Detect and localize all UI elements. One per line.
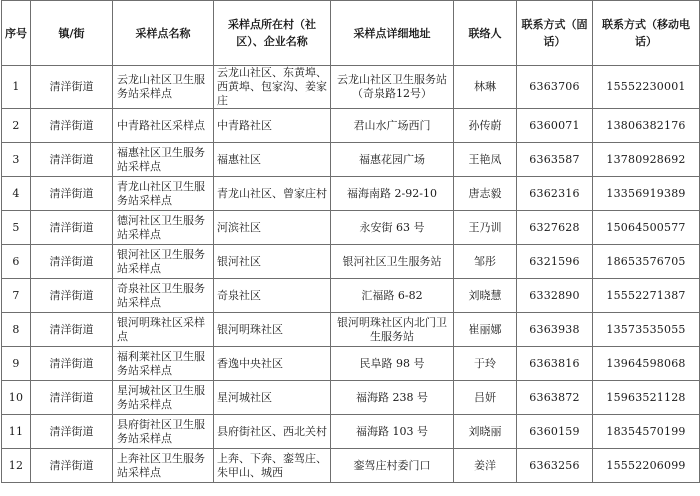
cell-address: 民阜路 98 号 bbox=[331, 347, 454, 381]
cell-seq: 10 bbox=[2, 381, 31, 415]
table-row bbox=[2, 279, 700, 313]
cell-contact: 刘晓慧 bbox=[454, 279, 517, 313]
cell-address: 银河社区卫生服务站 bbox=[331, 245, 454, 279]
cell-phone: 6363587 bbox=[517, 143, 593, 177]
cell-mobile: 15552271387 bbox=[593, 279, 700, 313]
cell-contact: 唐志毅 bbox=[454, 177, 517, 211]
cell-seq: 12 bbox=[2, 449, 31, 483]
cell-town: 清洋街道 bbox=[31, 449, 113, 483]
table-row bbox=[2, 245, 700, 279]
cell-address: 銮驾庄村委门口 bbox=[331, 449, 454, 483]
cell-phone: 6363256 bbox=[517, 449, 593, 483]
cell-village: 上奔、下奔、銮驾庄、朱甲山、城西 bbox=[214, 449, 331, 483]
table-row bbox=[2, 109, 700, 143]
cell-site-name: 云龙山社区卫生服务站采样点 bbox=[113, 66, 214, 109]
cell-village: 青龙山社区、曾家庄村 bbox=[214, 177, 331, 211]
cell-address: 福海路 238 号 bbox=[331, 381, 454, 415]
cell-town: 清洋街道 bbox=[31, 381, 113, 415]
table-row bbox=[2, 415, 700, 449]
cell-seq: 9 bbox=[2, 347, 31, 381]
cell-address: 福海南路 2-92-10 bbox=[331, 177, 454, 211]
cell-village: 县府街社区、西北关村 bbox=[214, 415, 331, 449]
header-mobile: 联系方式（移动电话） bbox=[593, 1, 700, 66]
cell-address: 福惠花园广场 bbox=[331, 143, 454, 177]
cell-contact: 王艳凤 bbox=[454, 143, 517, 177]
cell-address: 银河明珠社区内北门卫生服务站 bbox=[331, 313, 454, 347]
cell-town: 清洋街道 bbox=[31, 347, 113, 381]
header-address: 采样点详细地址 bbox=[331, 1, 454, 66]
cell-seq: 3 bbox=[2, 143, 31, 177]
cell-village: 银河明珠社区 bbox=[214, 313, 331, 347]
cell-site-name: 福利莱社区卫生服务站采样点 bbox=[113, 347, 214, 381]
cell-address: 云龙山社区卫生服务站（奇泉路12号） bbox=[331, 66, 454, 109]
cell-mobile: 13964598068 bbox=[593, 347, 700, 381]
header-seq: 序号 bbox=[2, 1, 31, 66]
cell-site-name: 奇泉社区卫生服务站采样点 bbox=[113, 279, 214, 313]
cell-mobile: 15552206099 bbox=[593, 449, 700, 483]
table-body bbox=[2, 66, 700, 483]
cell-contact: 姜洋 bbox=[454, 449, 517, 483]
cell-mobile: 18354570199 bbox=[593, 415, 700, 449]
cell-village: 中青路社区 bbox=[214, 109, 331, 143]
cell-site-name: 青龙山社区卫生服务站采样点 bbox=[113, 177, 214, 211]
cell-phone: 6363938 bbox=[517, 313, 593, 347]
table-row bbox=[2, 177, 700, 211]
cell-site-name: 福惠社区卫生服务站采样点 bbox=[113, 143, 214, 177]
cell-town: 清洋街道 bbox=[31, 177, 113, 211]
cell-mobile: 13806382176 bbox=[593, 109, 700, 143]
cell-contact: 孙传蔚 bbox=[454, 109, 517, 143]
table-row bbox=[2, 143, 700, 177]
cell-seq: 1 bbox=[2, 66, 31, 109]
cell-phone: 6321596 bbox=[517, 245, 593, 279]
cell-site-name: 银河社区卫生服务站采样点 bbox=[113, 245, 214, 279]
cell-site-name: 星河城社区卫生服务站采样点 bbox=[113, 381, 214, 415]
cell-contact: 吕妍 bbox=[454, 381, 517, 415]
cell-address: 汇福路 6-82 bbox=[331, 279, 454, 313]
cell-village: 河滨社区 bbox=[214, 211, 331, 245]
cell-phone: 6363872 bbox=[517, 381, 593, 415]
cell-phone: 6360071 bbox=[517, 109, 593, 143]
cell-village: 云龙山社区、东黄埠、西黄埠、包家沟、姜家庄 bbox=[214, 66, 331, 109]
header-site: 采样点名称 bbox=[113, 1, 214, 66]
cell-mobile: 15963521128 bbox=[593, 381, 700, 415]
cell-town: 清洋街道 bbox=[31, 415, 113, 449]
cell-contact: 于玲 bbox=[454, 347, 517, 381]
cell-phone: 6363816 bbox=[517, 347, 593, 381]
cell-seq: 2 bbox=[2, 109, 31, 143]
cell-village: 奇泉社区 bbox=[214, 279, 331, 313]
cell-mobile: 15064500577 bbox=[593, 211, 700, 245]
sampling-sites-table bbox=[1, 0, 700, 483]
header-row bbox=[2, 1, 700, 66]
cell-site-name: 德河社区卫生服务站采样点 bbox=[113, 211, 214, 245]
cell-address: 福海路 103 号 bbox=[331, 415, 454, 449]
cell-phone: 6332890 bbox=[517, 279, 593, 313]
cell-mobile: 18653576705 bbox=[593, 245, 700, 279]
cell-contact: 邹彤 bbox=[454, 245, 517, 279]
header-town: 镇/街 bbox=[31, 1, 113, 66]
table-row bbox=[2, 381, 700, 415]
cell-contact: 王乃训 bbox=[454, 211, 517, 245]
cell-mobile: 13780928692 bbox=[593, 143, 700, 177]
cell-contact: 刘晓丽 bbox=[454, 415, 517, 449]
cell-seq: 11 bbox=[2, 415, 31, 449]
cell-site-name: 县府街社区卫生服务站采样点 bbox=[113, 415, 214, 449]
cell-seq: 5 bbox=[2, 211, 31, 245]
cell-town: 清洋街道 bbox=[31, 211, 113, 245]
cell-village: 福惠社区 bbox=[214, 143, 331, 177]
cell-site-name: 中青路社区采样点 bbox=[113, 109, 214, 143]
cell-mobile: 15552230001 bbox=[593, 66, 700, 109]
cell-seq: 4 bbox=[2, 177, 31, 211]
cell-phone: 6362316 bbox=[517, 177, 593, 211]
table-row bbox=[2, 211, 700, 245]
cell-seq: 6 bbox=[2, 245, 31, 279]
cell-village: 香逸中央社区 bbox=[214, 347, 331, 381]
cell-town: 清洋街道 bbox=[31, 279, 113, 313]
cell-village: 银河社区 bbox=[214, 245, 331, 279]
cell-mobile: 13356919389 bbox=[593, 177, 700, 211]
cell-town: 清洋街道 bbox=[31, 313, 113, 347]
cell-village: 星河城社区 bbox=[214, 381, 331, 415]
table-row bbox=[2, 66, 700, 109]
cell-address: 君山水广场西门 bbox=[331, 109, 454, 143]
cell-town: 清洋街道 bbox=[31, 109, 113, 143]
cell-phone: 6363706 bbox=[517, 66, 593, 109]
header-village: 采样点所在村（社区）、企业名称 bbox=[214, 1, 331, 66]
header-contact: 联络人 bbox=[454, 1, 517, 66]
cell-seq: 7 bbox=[2, 279, 31, 313]
table-row bbox=[2, 347, 700, 381]
cell-seq: 8 bbox=[2, 313, 31, 347]
cell-address: 永安街 63 号 bbox=[331, 211, 454, 245]
cell-town: 清洋街道 bbox=[31, 66, 113, 109]
cell-town: 清洋街道 bbox=[31, 245, 113, 279]
header-phone: 联系方式（固话） bbox=[517, 1, 593, 66]
cell-contact: 崔丽娜 bbox=[454, 313, 517, 347]
cell-phone: 6360159 bbox=[517, 415, 593, 449]
cell-site-name: 银河明珠社区采样点 bbox=[113, 313, 214, 347]
table-row bbox=[2, 313, 700, 347]
cell-site-name: 上奔社区卫生服务站采样点 bbox=[113, 449, 214, 483]
cell-phone: 6327628 bbox=[517, 211, 593, 245]
cell-contact: 林琳 bbox=[454, 66, 517, 109]
cell-mobile: 13573535055 bbox=[593, 313, 700, 347]
table-row bbox=[2, 449, 700, 483]
cell-town: 清洋街道 bbox=[31, 143, 113, 177]
